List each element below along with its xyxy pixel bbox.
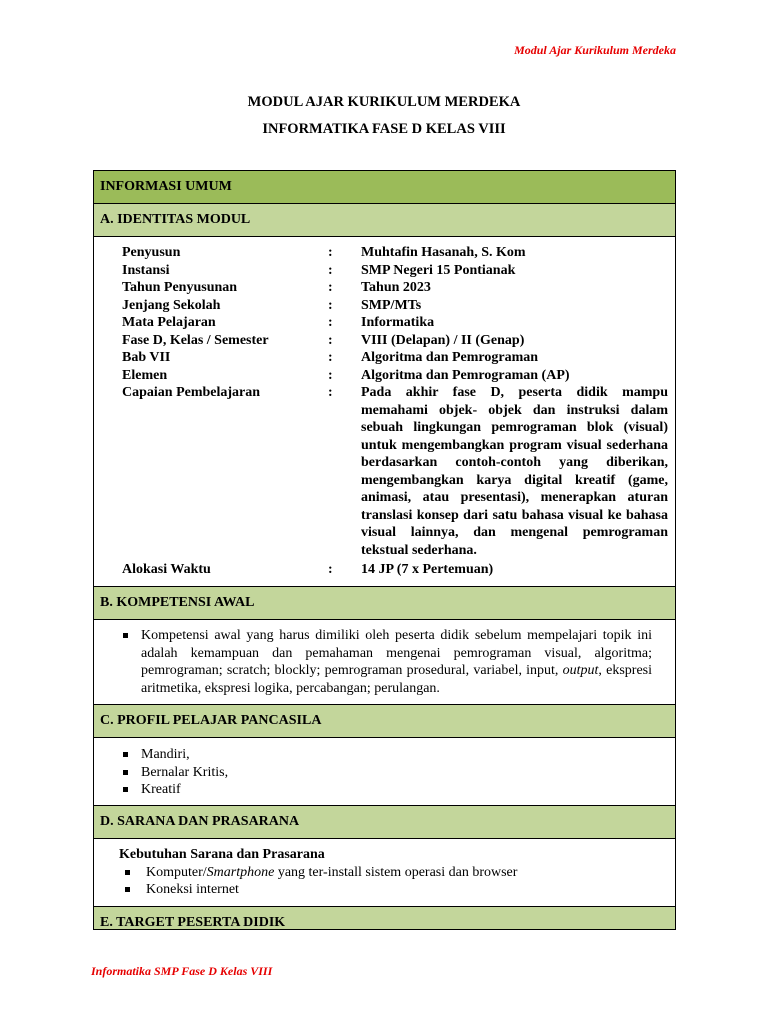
list-item — [94, 881, 675, 899]
bullet-icon — [123, 770, 128, 775]
profil-content — [94, 738, 675, 806]
field-colon: : — [328, 315, 333, 330]
bullet-icon — [123, 787, 128, 792]
list-item — [94, 864, 675, 882]
list-item-text: Kreatif — [141, 782, 181, 797]
field-value: Algoritma dan Pemrograman (AP) — [361, 367, 570, 383]
field-value: SMP/MTs — [361, 297, 422, 313]
running-footer: Informatika SMP Fase D Kelas VIII — [91, 964, 273, 978]
kompetensi-text-end: , ekspresi aritmetika, ekspresi logika, percabangan; perulangan. — [141, 663, 652, 696]
section-informasi-umum — [94, 171, 675, 204]
list-item-text: Koneksi internet — [146, 882, 239, 897]
field-value: Tahun 2023 — [361, 280, 431, 295]
field-value: Informatika — [361, 315, 435, 330]
field-value: Pada akhir fase D, peserta didik mampu memahami objek- objek dan instruksi dalam sebuah lingkungan pemrograman blok (visual) untuk mengembangkan program visual sederhana berdasarkan contoh-contoh yang diberikan, mengembangkan karya digital kreatif (game, animasi, atau presentasi), menerapkan aturan translasi konsep dari satu bahasa visual ke bahasa visual lainnya, dan mengenal pemrograman tekstual sederhana. — [361, 385, 668, 558]
bullet-icon — [123, 752, 128, 757]
field-label: Bab VII — [122, 350, 171, 365]
sarana-content — [94, 839, 675, 907]
field-label: Jenjang Sekolah — [122, 297, 221, 313]
sarana-subheading: Kebutuhan Sarana dan Prasarana — [119, 847, 325, 862]
field-colon: : — [328, 262, 333, 278]
field-value: Muhtafin Hasanah, S. Kom — [361, 245, 526, 260]
list-item — [94, 746, 675, 764]
list-item — [94, 764, 675, 782]
field-label: Instansi — [122, 262, 170, 278]
kompetensi-content — [94, 620, 675, 705]
section-heading: A. IDENTITAS MODUL — [100, 212, 251, 227]
section-heading: B. KOMPETENSI AWAL — [100, 595, 255, 610]
field-value: SMP Negeri 15 Pontianak — [361, 262, 516, 278]
field-value: Algoritma dan Pemrograman — [361, 350, 539, 365]
field-colon: : — [328, 245, 333, 260]
field-colon: : — [328, 562, 333, 577]
field-value: VIII (Delapan) / II (Genap) — [361, 332, 525, 348]
section-profil — [94, 705, 675, 738]
bullet-icon — [125, 887, 130, 892]
field-colon: : — [328, 367, 333, 383]
bullet-icon — [123, 633, 128, 638]
identitas-content — [94, 237, 675, 587]
list-item-text: Komputer/ — [146, 864, 207, 880]
list-item-text-end: yang ter-install sistem operasi dan browser — [274, 864, 518, 880]
section-heading: C. PROFIL PELAJAR PANCASILA — [100, 713, 322, 728]
field-colon: : — [328, 385, 333, 400]
list-item — [94, 781, 675, 799]
list-item-text: Mandiri, — [141, 747, 190, 762]
bullet-icon — [125, 870, 130, 875]
kompetensi-text-italic: output — [562, 663, 599, 678]
field-label: Capaian Pembelajaran — [122, 385, 261, 400]
section-heading: E. TARGET PESERTA DIDIK — [100, 915, 286, 930]
document-subtitle: INFORMATIKA FASE D KELAS VIII — [262, 121, 506, 137]
section-target — [94, 907, 675, 930]
field-colon: : — [328, 350, 333, 365]
section-sarana — [94, 806, 675, 839]
list-item — [94, 627, 675, 697]
running-header: Modul Ajar Kurikulum Merdeka — [514, 43, 676, 57]
field-colon: : — [328, 297, 333, 313]
field-label: Penyusun — [122, 245, 181, 260]
list-item-text-italic: Smartphone — [206, 864, 275, 880]
field-colon: : — [328, 332, 333, 348]
document-title: MODUL AJAR KURIKULUM MERDEKA — [247, 94, 521, 110]
section-heading: D. SARANA DAN PRASARANA — [100, 814, 300, 829]
field-value: 14 JP (7 x Pertemuan) — [361, 562, 494, 577]
section-kompetensi — [94, 587, 675, 620]
list-item-text: Bernalar Kritis, — [141, 764, 229, 780]
field-label: Elemen — [122, 367, 168, 383]
module-table — [93, 170, 676, 930]
field-colon: : — [328, 280, 333, 295]
kompetensi-text: Kompetensi awal yang harus dimiliki oleh peserta didik sebelum mempelajari topik ini adalah kemampuan dan pemahaman mengenai pemrograman visual, algoritma; pemrograman; scratch; blockly; pemrograman prosedural, variabel, input, — [141, 628, 652, 678]
field-label: Fase D, Kelas / Semester — [122, 332, 269, 348]
section-heading: INFORMASI UMUM — [100, 179, 232, 194]
section-identitas — [94, 204, 675, 237]
field-label: Alokasi Waktu — [122, 562, 211, 577]
field-label: Tahun Penyusunan — [122, 280, 238, 295]
field-label: Mata Pelajaran — [122, 315, 216, 330]
